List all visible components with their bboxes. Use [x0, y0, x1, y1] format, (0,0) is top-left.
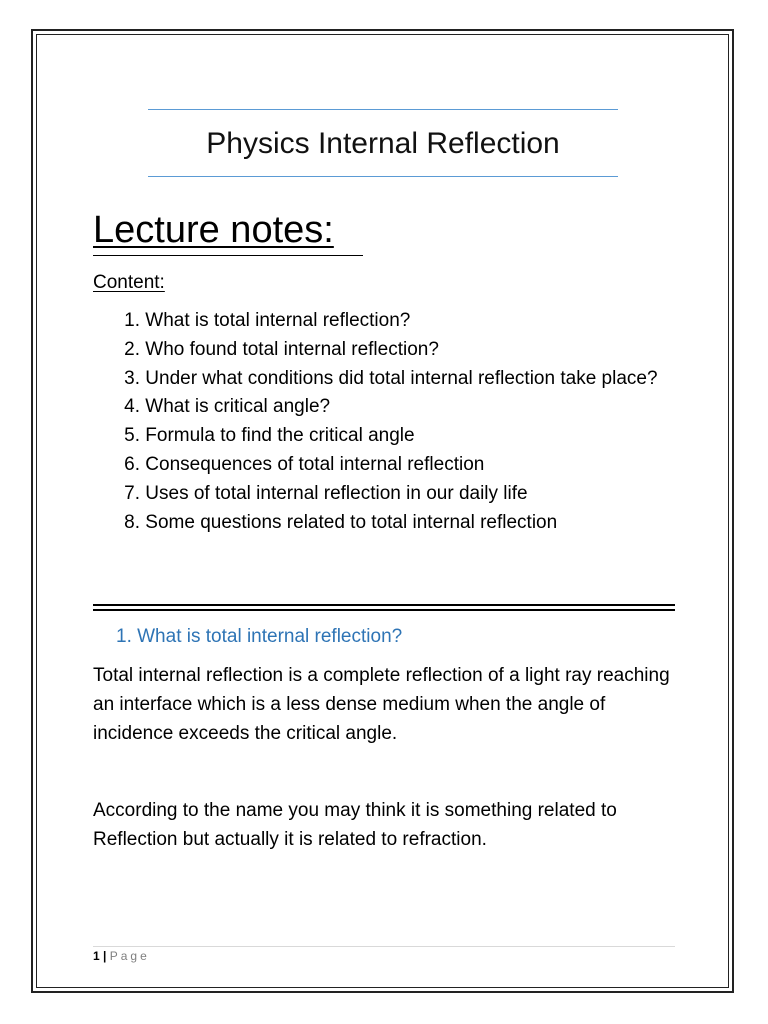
section-heading: 1. What is total internal reflection?	[116, 626, 403, 647]
toc-item-number: 5.	[124, 425, 140, 447]
paragraph-definition: Total internal reflection is a complete reflection of a light ray reaching an interface which is a less dense medium when the angle of incidence exceeds the critical angle.	[93, 665, 670, 744]
toc-item	[93, 307, 683, 336]
footer-separator: |	[103, 949, 107, 963]
toc-item	[93, 336, 683, 365]
toc-item	[93, 422, 683, 451]
toc-item-number: 8.	[124, 511, 140, 533]
document-title: Physics Internal Reflection	[206, 127, 560, 160]
page-label: Page	[109, 949, 150, 963]
title-rule-bottom	[148, 176, 618, 177]
footer-rule	[93, 946, 675, 947]
paragraph-name-note: According to the name you may think it is something related to Reflection but actually it is related to refraction.	[93, 800, 617, 850]
title-rule-top	[148, 109, 618, 110]
toc-item-number: 1.	[124, 310, 140, 331]
toc-item-text: Formula to find the critical angle	[145, 425, 415, 447]
toc-item-text: Some questions related to total internal reflection	[145, 511, 558, 533]
toc-item-text: What is critical angle?	[145, 396, 331, 418]
section-rule-bottom	[93, 609, 675, 611]
toc-item-number: 7.	[124, 482, 140, 504]
toc-item-text: Consequences of total internal reflection	[145, 453, 485, 475]
section-rule-top	[93, 604, 675, 606]
toc-item-text: Under what conditions did total internal reflection take place?	[145, 367, 658, 389]
toc-item	[93, 365, 683, 394]
page-number: 1	[93, 949, 100, 963]
toc-item-text: What is total internal reflection?	[145, 310, 411, 331]
toc-item-text: Uses of total internal reflection in our daily life	[145, 482, 528, 504]
toc-item	[93, 480, 683, 509]
toc-item	[93, 451, 683, 480]
content-label: Content:	[93, 272, 165, 293]
lecture-notes-heading: Lecture notes:	[93, 209, 334, 251]
toc-item	[93, 393, 683, 422]
toc-item-number: 3.	[124, 367, 140, 389]
toc-item-number: 2.	[124, 338, 140, 360]
toc-item-number: 4.	[124, 396, 140, 418]
toc-item-text: Who found total internal reflection?	[145, 338, 439, 360]
heading-double-underline	[93, 255, 363, 256]
table-of-contents	[93, 307, 683, 537]
page-footer	[93, 947, 150, 965]
toc-item	[93, 509, 683, 538]
toc-item-number: 6.	[124, 453, 140, 475]
